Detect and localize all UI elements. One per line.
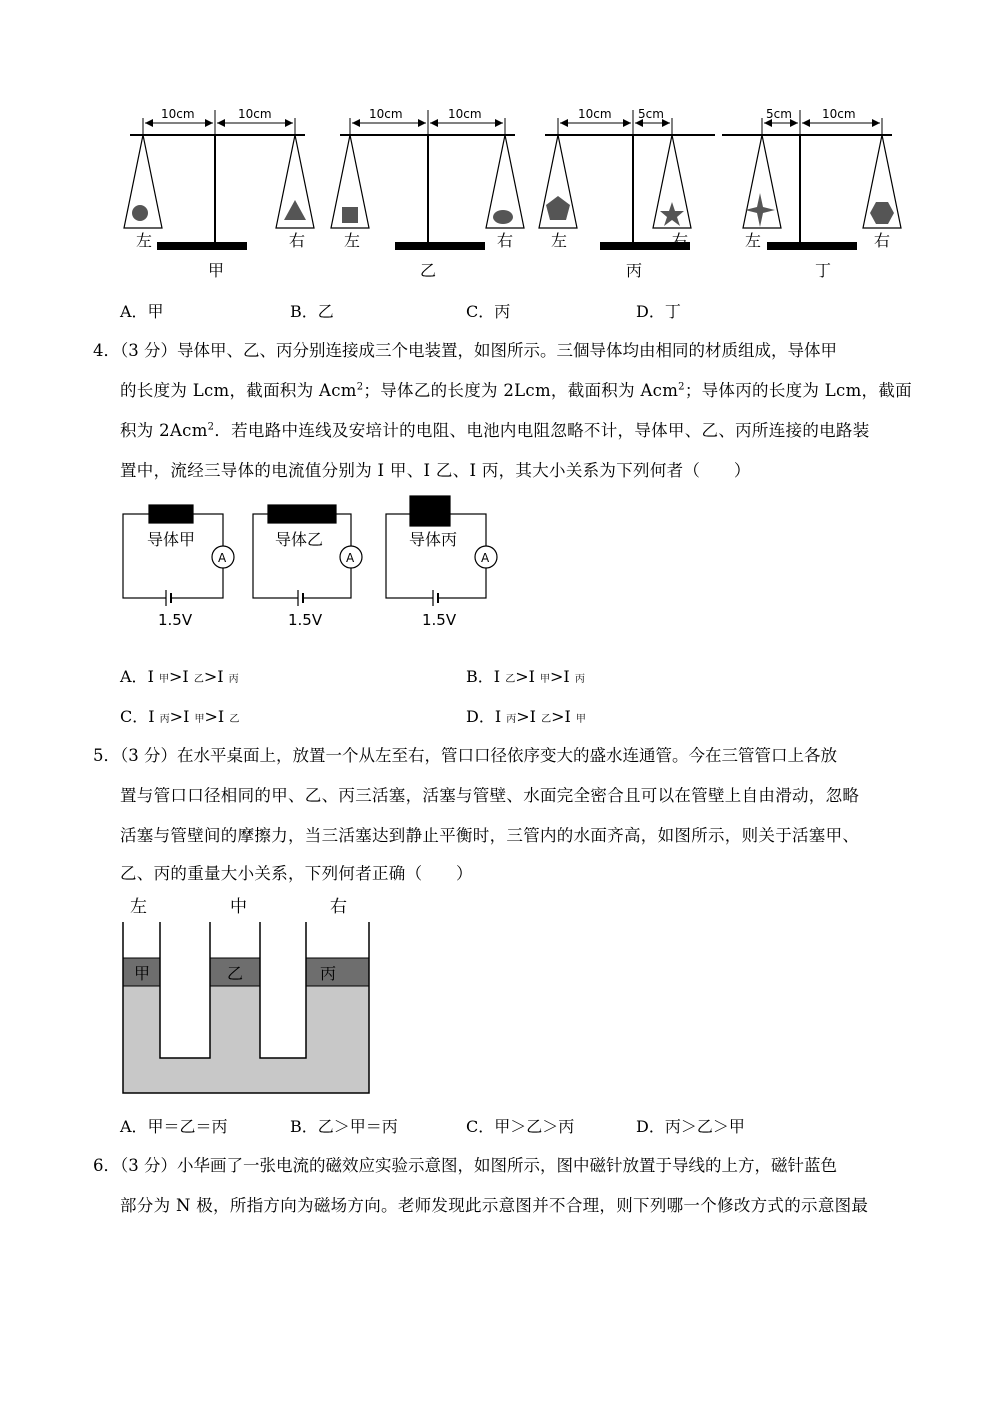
q3-option-b[interactable]: B．乙 <box>290 302 334 321</box>
balance-bing <box>539 110 715 250</box>
balance-label-yi: 乙 <box>420 261 437 280</box>
circuit-bing-voltage: 1.5V <box>422 611 457 629</box>
q4-number: 4．（3 分）导体甲、乙、丙分别连接成三个电装置，如图所示。三個导体均由相同的材质组成，导体甲 <box>93 341 837 360</box>
balance-label-bing: 丙 <box>626 261 643 280</box>
circuit-jia-meter: A <box>218 551 227 565</box>
q4-option-d[interactable]: D．I 丙>I 乙>I 甲 <box>466 707 586 726</box>
q4-line-2: 的长度为 Lcm，截面积为 Acm$^2$；导体乙的长度为 2Lcm，截面积为 Acm$^2$；导体丙的长度为 Lcm，截面 <box>120 381 912 400</box>
circuit-yi-voltage: 1.5V <box>288 611 323 629</box>
dist-bing-right: 5cm <box>638 107 664 121</box>
piston-label-jia: 甲 <box>134 964 151 983</box>
balance-figures <box>0 95 1000 285</box>
q3-option-c[interactable]: C．丙 <box>466 302 511 321</box>
dist-jia-right: 10cm <box>238 107 272 121</box>
piston-label-yi: 乙 <box>227 964 244 983</box>
balance-label-jia: 甲 <box>208 261 225 280</box>
q4-line-4: 置中，流经三导体的电流值分别为 I 甲、I 乙、I 丙，其大小关系为下列何者（ ） <box>120 461 751 480</box>
balance-ding <box>722 110 901 250</box>
side-ding-left: 左 <box>745 231 762 250</box>
dist-jia-left: 10cm <box>161 107 195 121</box>
circuit-figures <box>0 490 1000 635</box>
circuit-yi-meter: A <box>346 551 355 565</box>
tube-label-left: 左 <box>130 897 147 917</box>
dist-yi-left: 10cm <box>369 107 403 121</box>
tube-label-middle: 中 <box>230 897 247 917</box>
circuit-bing-meter: A <box>481 551 490 565</box>
side-jia-right: 右 <box>289 231 306 250</box>
balance-label-ding: 丁 <box>815 261 832 280</box>
q5-line-4: 乙、丙的重量大小关系，下列何者正确（ ） <box>120 864 473 883</box>
connected-tubes-figure <box>0 890 1000 1095</box>
q5-option-b[interactable]: B．乙＞甲＝丙 <box>290 1117 398 1136</box>
q5-line-2: 置与管口口径相同的甲、乙、丙三活塞，活塞与管壁、水面完全密合且可以在管壁上自由滑动，忽略 <box>120 786 860 805</box>
balance-yi <box>331 110 524 250</box>
circuit-jia-label: 导体甲 <box>147 530 196 549</box>
q5-option-c[interactable]: C．甲＞乙＞丙 <box>466 1117 575 1136</box>
dist-ding-right: 10cm <box>822 107 856 121</box>
q4-option-c[interactable]: C．I 丙>I 甲>I 乙 <box>120 707 240 726</box>
piston-bing <box>306 958 369 986</box>
q3-option-d[interactable]: D．丁 <box>636 302 681 321</box>
circuit-bing-label: 导体丙 <box>409 530 458 549</box>
side-bing-left: 左 <box>551 231 568 250</box>
q6-number: 6．（3 分）小华画了一张电流的磁效应实验示意图，如图所示，图中磁针放置于导线的上方，磁针蓝色 <box>93 1156 837 1175</box>
side-yi-right: 右 <box>497 231 514 250</box>
piston-label-bing: 丙 <box>320 964 337 983</box>
side-bing-right: 右 <box>672 231 689 250</box>
q5-option-a[interactable]: A．甲＝乙＝丙 <box>120 1117 228 1136</box>
dist-ding-left: 5cm <box>766 107 792 121</box>
tube-label-right: 右 <box>330 897 347 917</box>
q3-option-a[interactable]: A．甲 <box>120 302 164 321</box>
dist-bing-left: 10cm <box>578 107 612 121</box>
q5-number: 5．（3 分）在水平桌面上，放置一个从左至右，管口口径依序变大的盛水连通管。今在三管管口上各放 <box>93 746 837 765</box>
q5-option-d[interactable]: D．丙＞乙＞甲 <box>636 1117 745 1136</box>
side-yi-left: 左 <box>344 231 361 250</box>
q4-line-3: 积为 2Acm$^2$．若电路中连线及安培计的电阻、电池内电阻忽略不计，导体甲、乙、丙所连接的电路装 <box>120 421 870 440</box>
dist-yi-right: 10cm <box>448 107 482 121</box>
circuit-jia-voltage: 1.5V <box>158 611 193 629</box>
q6-line-2: 部分为 N 极，所指方向为磁场方向。老师发现此示意图并不合理，则下列哪一个修改方式的示意图最 <box>120 1196 869 1215</box>
side-ding-right: 右 <box>874 231 891 250</box>
circuit-yi-label: 导体乙 <box>275 530 324 549</box>
q4-option-a[interactable]: A．I 甲>I 乙>I 丙 <box>120 667 239 686</box>
q5-line-3: 活塞与管壁间的摩擦力，当三活塞达到静止平衡时，三管内的水面齐高，如图所示，则关于活塞甲、 <box>120 826 860 845</box>
side-jia-left: 左 <box>136 231 153 250</box>
balance-jia <box>124 110 314 250</box>
q4-option-b[interactable]: B．I 乙>I 甲>I 丙 <box>466 667 585 686</box>
